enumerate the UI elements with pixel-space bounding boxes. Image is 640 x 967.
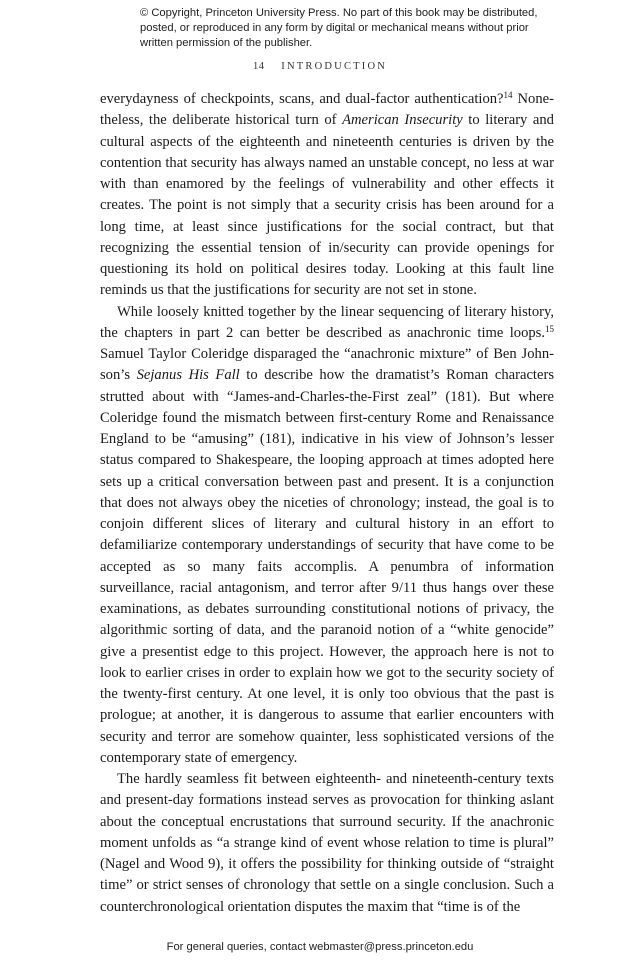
page-number: 14 <box>252 61 265 72</box>
footnote-marker: 14 <box>503 90 513 100</box>
italic-title: American Insecurity <box>342 112 463 129</box>
footnote-marker: 15 <box>545 323 554 334</box>
copyright-notice: © Copyright, Princeton University Press. No part of this book may be distributed, posted, or reproduced in any form by digital or mechanical means without prior written permission of the publisher. <box>140 7 538 49</box>
text-run: While loosely knitted together by the linear sequencing of literary history, the chapters in part 2 can better be described as anachronic time loops. <box>100 303 554 341</box>
text-run: to describe how the dramatist’s Roman characters strutted about with “James-and-Charles-the-First zeal” (181). But where Coleridge found the mismatch between first-century Rome and Renaissance England to be “amusing” (181), indicative in his view of Johnson’s lesser status compared to Shakespeare, the looping approach at times adopted here sets up a critical conversation between past and present. It is a conjunction that does not always obey the niceties of chronology; instead, the goal is to conjoin different slices of literary and cultural history in an effort to defamiliarize contemporary understandings of security that have come to be accepted as so many faits accomplis. A penumbra of information surveillance, racial antagonism, and terror after 9/11 thus hangs over these examinations, as debates surrounding constitutional notions of privacy, the algorithmic sorting of data, and the paranoid notion of a “white genocide” give a presentist edge to this project. However, the approach here is not to look to earlier crises in order to explain how we got to the security society of the twenty-first century. At one level, it is only too obvious that the past is prologue; at another, it is dangerous to assume that earlier encounters with security and terror are somehow quainter, less sophisticated versions of the contemporary state of emergency. <box>100 367 555 766</box>
running-head <box>0 61 640 72</box>
paragraph-2 <box>100 302 554 770</box>
paragraph-1 <box>100 89 554 302</box>
italic-title: Sejanus His Fall <box>136 367 240 384</box>
text-run: The hardly seamless fit between eighteenth- and nineteenth-century texts and present-day formations instead serves as provocation for thinking aslant about the conceptual encrustations that surround security. If the anachronic moment unfolds as “a strange kind of event whose relation to time is plural” (Nagel and Wood 9), it offers the possibility for thinking outside of “straight time” or strict senses of chronology that settle on a single conclusion. Such a counterchronological orientation disputes the maxim that “time is of the <box>100 771 554 915</box>
footer-contact: For general queries, contact webmaster@press.princeton.edu <box>166 941 474 953</box>
text-run: everydayness of checkpoints, scans, and dual-factor authentication? <box>100 91 504 107</box>
section-title: INTRODUCTION <box>281 61 388 72</box>
paragraph-3 <box>100 769 554 918</box>
text-run: Nonetheless, the deliberate historical turn of <box>100 91 555 129</box>
text-run: Samuel Taylor Coleridge disparaged the “anachronic mixture” of Ben Johnson’s <box>100 346 554 384</box>
text-run: to literary and cultural aspects of the eighteenth and nineteenth centuries is driven by the contention that security has always named an unstable concept, no less at war with than enamored by the feelings of vulnerability and other effects it creates. The point is not simply that a security crisis has been around for a long time, at least since justifications for the social contract, but that recognizing the essential tension of in/security can provide openings for questioning its hold on political desires today. Looking at this fault line reminds us that the justifications for security are not set in stone. <box>100 112 554 299</box>
body-text <box>100 89 554 918</box>
